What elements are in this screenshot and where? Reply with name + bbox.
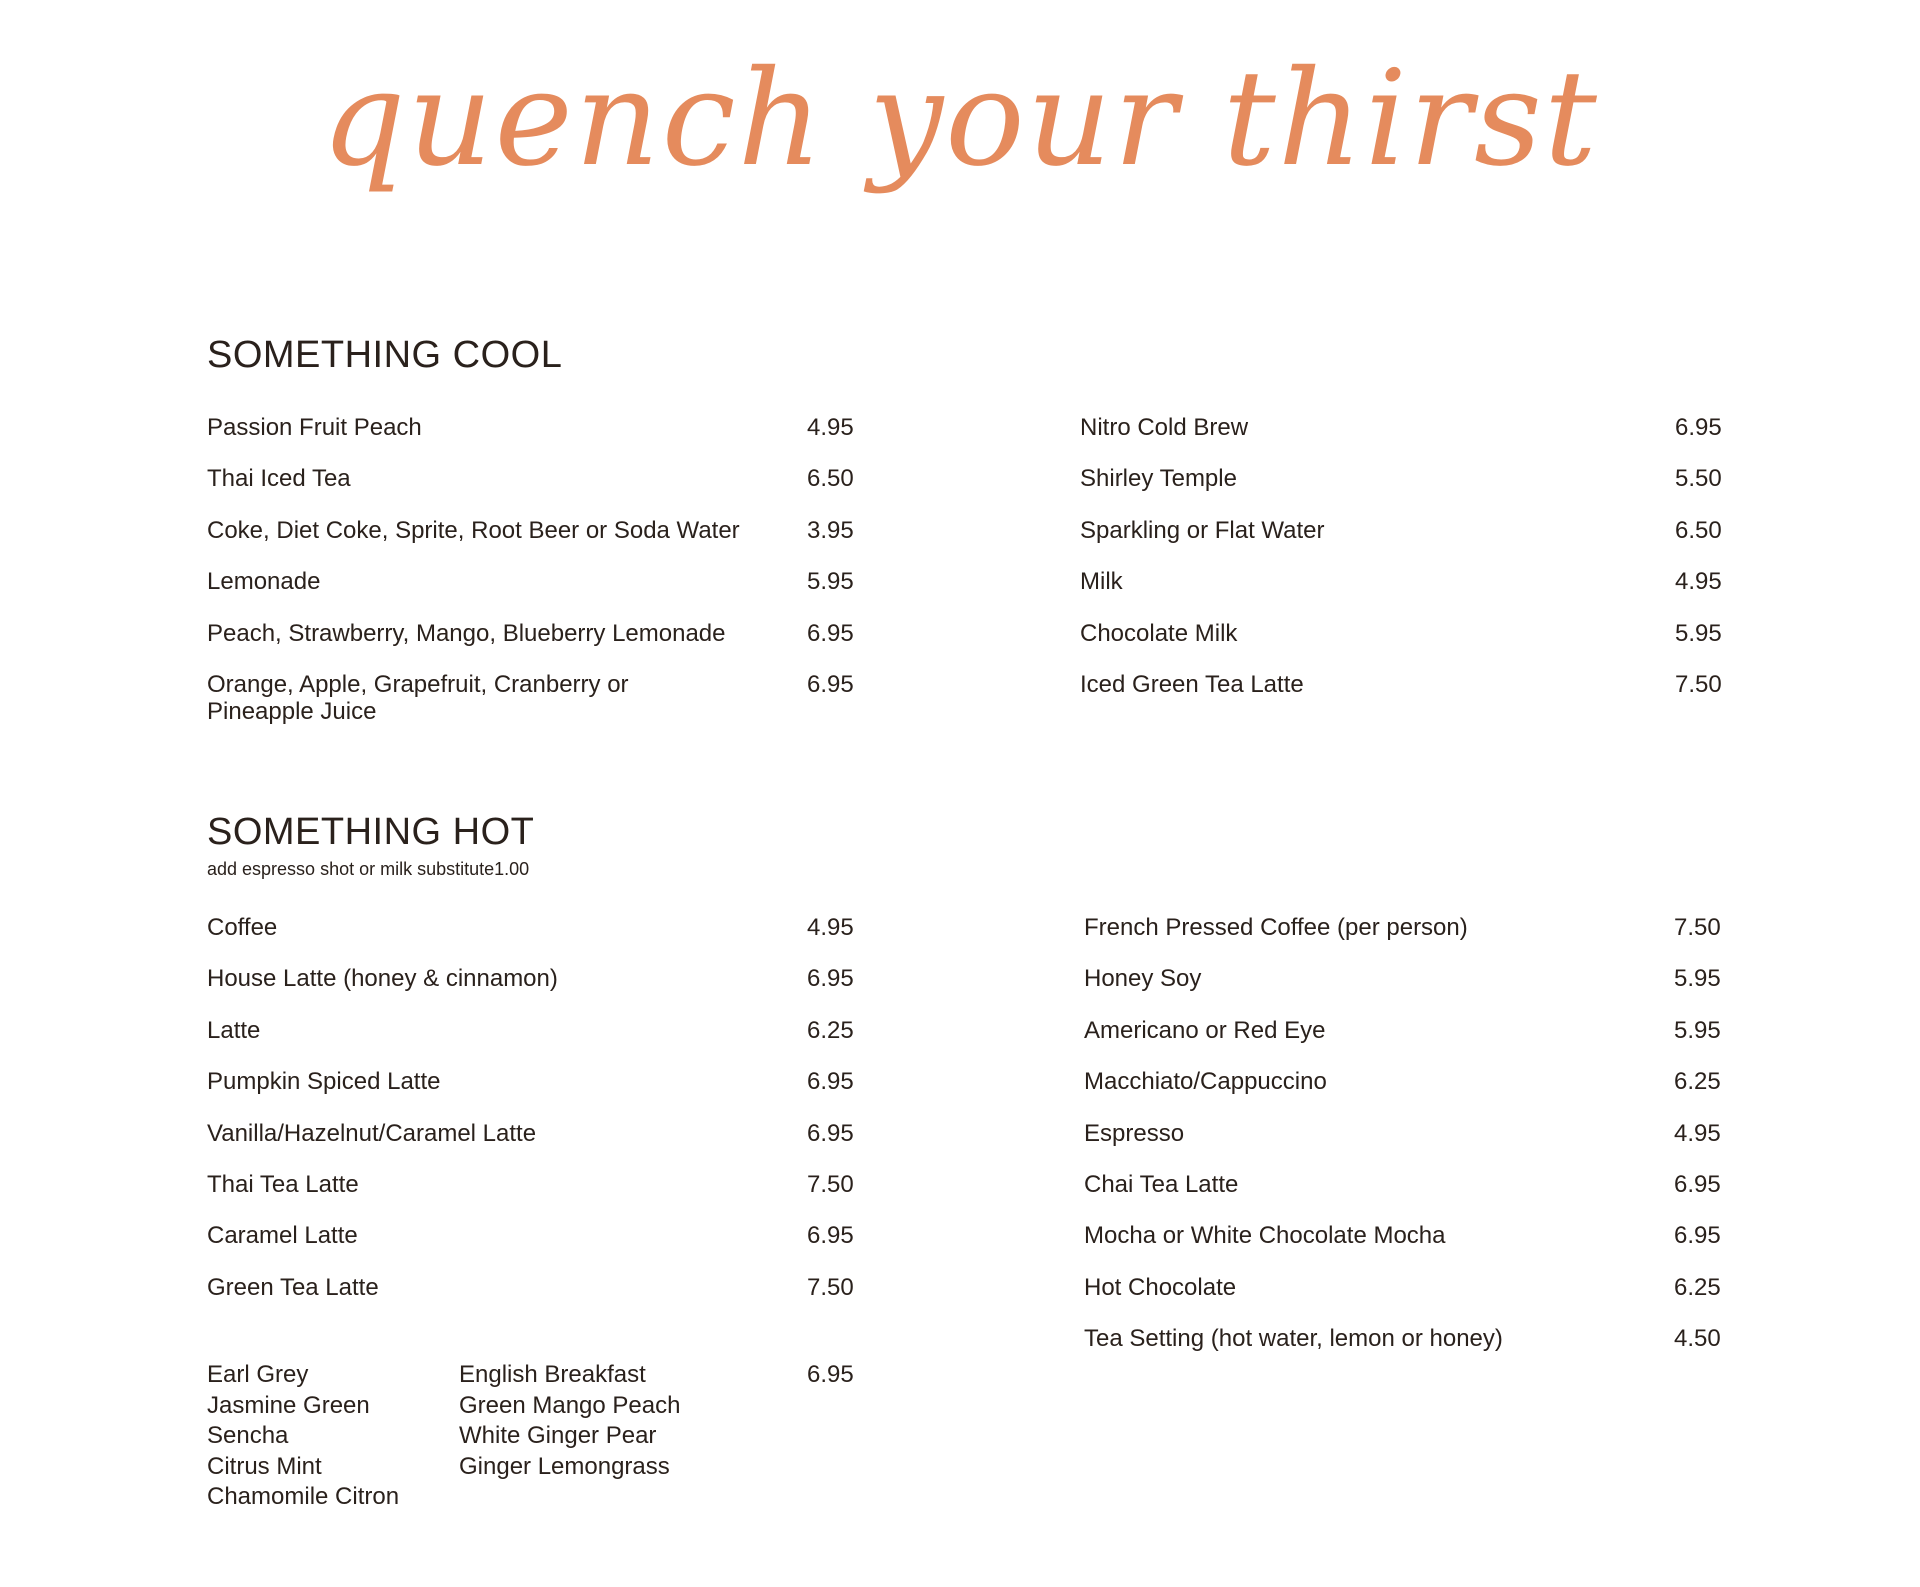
menu-item-name: Chai Tea Latte — [1084, 1170, 1239, 1198]
menu-item — [207, 1274, 857, 1325]
tea-list-column-2 — [459, 1361, 680, 1483]
menu-item-name: Passion Fruit Peach — [207, 414, 422, 441]
menu-item — [207, 1120, 857, 1171]
menu-item — [207, 1222, 857, 1273]
menu-item — [1084, 1068, 1734, 1119]
hot-right-list — [1084, 914, 1734, 1377]
tea-item: English Breakfast — [459, 1361, 646, 1388]
menu-item-price: 6.50 — [807, 465, 854, 493]
menu-item-name: Latte — [207, 1016, 261, 1044]
menu-item-name: Mocha or White Chocolate Mocha — [1084, 1222, 1446, 1250]
menu-item — [207, 670, 857, 725]
menu-item-price: 4.95 — [807, 414, 854, 441]
menu-item — [207, 568, 857, 619]
menu-item — [1084, 1274, 1734, 1325]
menu-item — [207, 620, 857, 671]
menu-item — [1084, 1120, 1734, 1171]
menu-item-name: Shirley Temple — [1080, 465, 1237, 493]
menu-item-price: 6.50 — [1675, 516, 1722, 544]
menu-item — [1080, 517, 1730, 568]
menu-item-price: 3.95 — [807, 516, 854, 544]
menu-item-price: 6.95 — [807, 1222, 854, 1250]
menu-item — [207, 914, 857, 965]
menu-item-name: Chocolate Milk — [1080, 619, 1238, 647]
menu-item-price: 6.95 — [807, 1119, 854, 1147]
menu-item-price: 6.25 — [1674, 1068, 1721, 1096]
tea-item: Green Mango Peach — [459, 1391, 681, 1419]
menu-item-price: 6.95 — [807, 1068, 854, 1096]
menu-item-price: 5.95 — [807, 568, 854, 596]
menu-item-price: 6.25 — [1674, 1273, 1721, 1301]
menu-item-name: Hot Chocolate — [1084, 1273, 1237, 1301]
menu-item — [207, 414, 857, 465]
menu-item-name: Coffee — [207, 914, 278, 941]
menu-item-price: 4.50 — [1674, 1325, 1721, 1353]
menu-item — [207, 1171, 857, 1222]
cool-right-list — [1080, 414, 1730, 722]
menu-item — [1080, 671, 1730, 722]
menu-item-name: French Pressed Coffee (per person) — [1084, 914, 1468, 941]
menu-item-price: 4.95 — [1674, 1119, 1721, 1147]
menu-item — [207, 517, 857, 568]
menu-item — [1084, 1325, 1734, 1376]
menu-title: quench your thirst — [321, 42, 1599, 196]
menu-item-name: Milk — [1080, 568, 1123, 596]
menu-item-price: 4.95 — [807, 914, 854, 941]
menu-item — [1084, 1222, 1734, 1273]
menu-item-price: 7.50 — [1674, 914, 1721, 941]
menu-item-name: Tea Setting (hot water, lemon or honey) — [1084, 1325, 1503, 1353]
menu-item-price: 6.95 — [1675, 414, 1722, 441]
tea-price: 6.95 — [807, 1361, 854, 1388]
menu-item-price: 7.50 — [807, 1273, 854, 1301]
menu-item — [1084, 1171, 1734, 1222]
menu-item-price: 6.95 — [1674, 1222, 1721, 1250]
menu-item — [1084, 965, 1734, 1016]
menu-item-price: 6.95 — [807, 670, 854, 698]
menu-item — [207, 1017, 857, 1068]
menu-item-price: 5.95 — [1675, 619, 1722, 647]
tea-item: Jasmine Green — [207, 1391, 370, 1419]
menu-item-name: Thai Tea Latte — [207, 1170, 359, 1198]
menu-item — [207, 965, 857, 1016]
menu-item — [207, 465, 857, 516]
tea-list-column-1 — [207, 1361, 399, 1514]
menu-item — [1084, 914, 1734, 965]
menu-item-name: Americano or Red Eye — [1084, 1016, 1326, 1044]
menu-item-name: Green Tea Latte — [207, 1273, 379, 1301]
menu-item-name: House Latte (honey & cinnamon) — [207, 965, 558, 993]
menu-item-price: 5.95 — [1674, 1016, 1721, 1044]
menu-item-name: Peach, Strawberry, Mango, Blueberry Lemonade — [207, 619, 726, 647]
section-heading-hot: SOMETHING HOT — [207, 811, 535, 853]
tea-item: Earl Grey — [207, 1361, 309, 1388]
tea-item: White Ginger Pear — [459, 1422, 657, 1449]
menu-item — [1084, 1017, 1734, 1068]
menu-item-name: Sparkling or Flat Water — [1080, 516, 1325, 544]
menu-item-name: Coke, Diet Coke, Sprite, Root Beer or Soda Water — [207, 516, 740, 544]
menu-item-price: 5.95 — [1674, 965, 1721, 993]
menu-item-name: Thai Iced Tea — [207, 465, 351, 493]
menu-item-name: Caramel Latte — [207, 1222, 358, 1250]
menu-item-name: Espresso — [1084, 1119, 1185, 1147]
menu-item — [207, 1068, 857, 1119]
tea-item: Citrus Mint — [207, 1452, 322, 1480]
menu-item-name: Honey Soy — [1084, 965, 1202, 993]
menu-item — [1080, 465, 1730, 516]
menu-item-price: 6.25 — [807, 1016, 854, 1044]
menu-item-name: Macchiato/Cappuccino — [1084, 1068, 1327, 1096]
menu-item-name: Lemonade — [207, 568, 321, 596]
menu-item — [1080, 620, 1730, 671]
section-note: add espresso shot or milk substitute1.00 — [207, 859, 530, 879]
menu-item-price: 4.95 — [1675, 568, 1722, 596]
menu-item-name: Nitro Cold Brew — [1080, 414, 1249, 441]
menu-item-name: Pumpkin Spiced Latte — [207, 1068, 441, 1096]
tea-item: Chamomile Citron — [207, 1483, 400, 1510]
menu-item-name: Iced Green Tea Latte — [1080, 670, 1304, 698]
menu-item-price: 6.95 — [807, 619, 854, 647]
tea-item: Sencha — [207, 1422, 289, 1449]
menu-item-name: Orange, Apple, Grapefruit, Cranberry or Pineapple Juice — [207, 670, 629, 725]
hot-left-list — [207, 914, 857, 1325]
menu-item-price: 7.50 — [807, 1170, 854, 1198]
menu-item-price: 7.50 — [1675, 670, 1722, 698]
menu-item-price: 6.95 — [1674, 1170, 1721, 1198]
cool-left-list — [207, 414, 857, 725]
menu-item-name: Vanilla/Hazelnut/Caramel Latte — [207, 1119, 537, 1147]
menu-item-price: 5.50 — [1675, 465, 1722, 493]
section-heading-cool: SOMETHING COOL — [207, 334, 563, 376]
tea-item: Ginger Lemongrass — [459, 1452, 670, 1480]
menu-item — [1080, 414, 1730, 465]
menu-item — [1080, 568, 1730, 619]
menu-item-price: 6.95 — [807, 965, 854, 993]
